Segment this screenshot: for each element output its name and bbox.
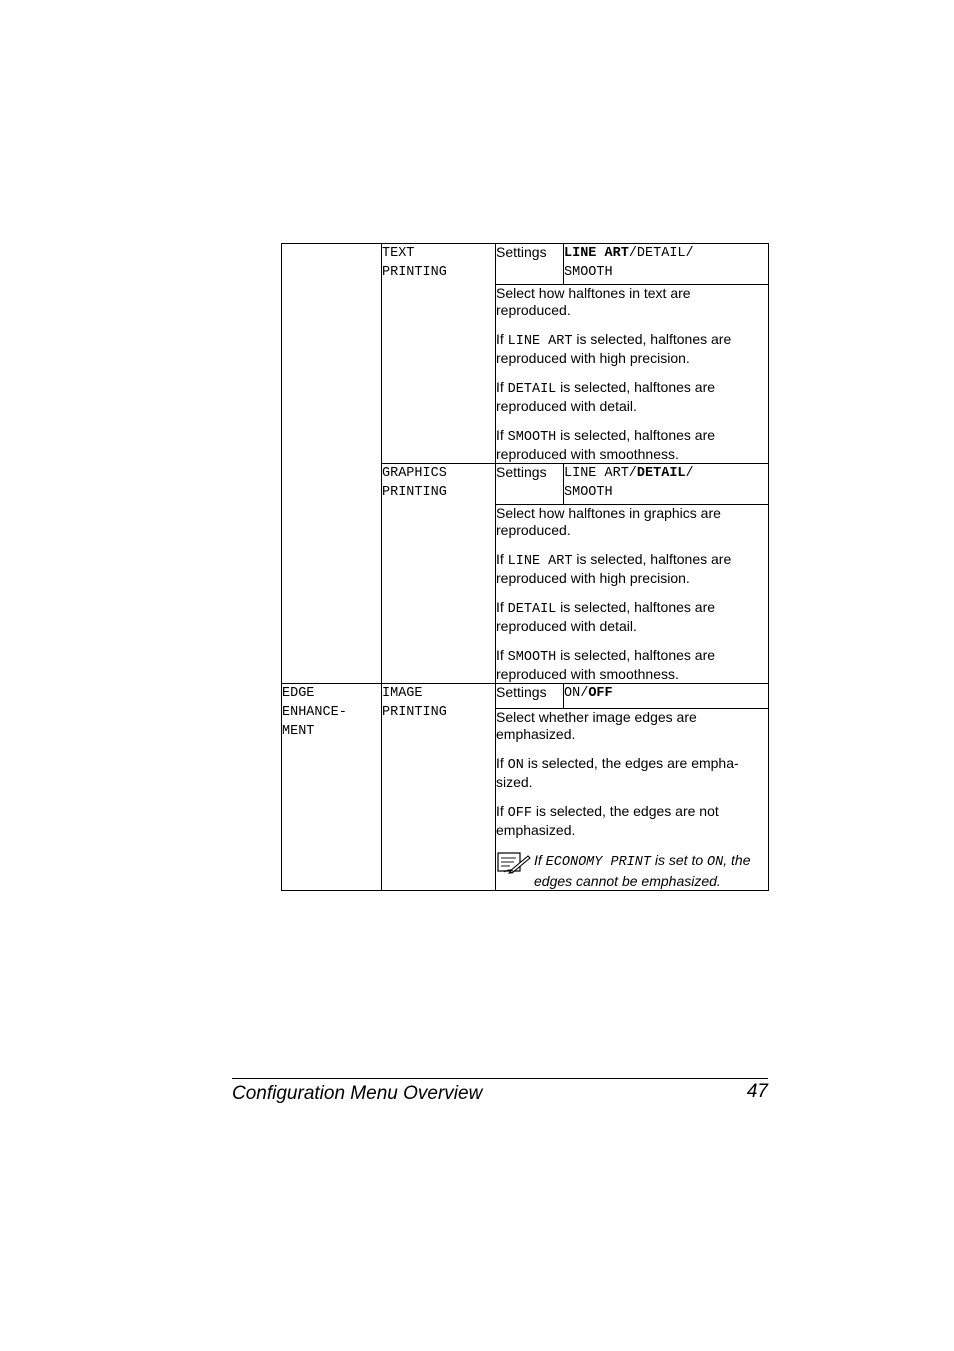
settings-value <box>564 464 769 505</box>
code-text: DETAIL <box>507 382 557 397</box>
item-graphics-printing <box>382 464 496 684</box>
menu-table <box>281 243 769 891</box>
value-options: SMOOTH <box>564 265 613 280</box>
item-label-line: TEXT <box>382 246 415 261</box>
code-text: OFF <box>507 806 532 821</box>
code-text: LINE ART <box>507 334 573 349</box>
item-label-line: GRAPHICS <box>382 466 447 481</box>
description-off: If OFF is selected, the edges are not emphasized. <box>496 803 719 838</box>
group-label-line: EDGE <box>282 686 315 701</box>
default-value: DETAIL <box>636 466 686 481</box>
page-number: 47 <box>746 1081 768 1102</box>
table-row <box>282 684 769 709</box>
settings-value <box>564 684 769 709</box>
item-label-line: IMAGE <box>382 686 423 701</box>
description-intro: Select how halftones in text are reproduced. <box>496 285 691 318</box>
item-image-printing <box>382 684 496 891</box>
code-text: ON <box>507 758 524 773</box>
group-label-line: MENT <box>282 724 315 739</box>
item-label-line: PRINTING <box>382 265 447 280</box>
description-on: If ON is selected, the edges are empha-sized. <box>496 755 739 790</box>
settings-label: Settings <box>496 464 564 505</box>
code-text: SMOOTH <box>507 650 557 665</box>
footer-title: Configuration Menu Overview <box>232 1083 483 1104</box>
code-text: LINE ART <box>507 554 573 569</box>
note-text: If ECONOMY PRINT is set to ON, the edges cannot be emphasized. <box>534 852 751 889</box>
value-options: /DETAIL/ <box>628 246 694 261</box>
footer-rule <box>232 1078 768 1079</box>
description-smooth: If SMOOTH is selected, halftones are reproduced with smoothness. <box>496 427 716 462</box>
description-line-art: If LINE ART is selected, halftones are reproduced with high precision. <box>496 331 732 366</box>
note-box <box>496 851 768 890</box>
description-intro: Select how halftones in graphics are reproduced. <box>496 505 721 538</box>
code-text: ECONOMY PRINT <box>545 855 651 870</box>
item-text-printing <box>382 244 496 464</box>
group-cell-empty <box>282 244 382 684</box>
code-text: ON <box>707 855 724 870</box>
description-intro: Select whether image edges are emphasized. <box>496 709 697 742</box>
default-value: OFF <box>588 686 613 701</box>
value-options: LINE ART/ <box>564 466 637 481</box>
settings-label: Settings <box>496 684 564 709</box>
code-text: DETAIL <box>507 602 557 617</box>
description-detail: If DETAIL is selected, halftones are reproduced with detail. <box>496 599 716 634</box>
settings-label: Settings <box>496 244 564 285</box>
settings-value <box>564 244 769 285</box>
description-cell <box>496 505 769 684</box>
value-options: ON/ <box>564 686 589 701</box>
description-cell <box>496 285 769 464</box>
description-line-art: If LINE ART is selected, halftones are reproduced with high precision. <box>496 551 732 586</box>
code-text: SMOOTH <box>507 430 557 445</box>
description-smooth: If SMOOTH is selected, halftones are reproduced with smoothness. <box>496 647 716 682</box>
group-edge-enhancement <box>282 684 382 891</box>
table-row <box>282 244 769 285</box>
description-detail: If DETAIL is selected, halftones are reproduced with detail. <box>496 379 716 414</box>
item-label-line: PRINTING <box>382 705 447 720</box>
value-options: SMOOTH <box>564 485 613 500</box>
item-label-line: PRINTING <box>382 485 447 500</box>
description-cell <box>496 709 769 891</box>
default-value: LINE ART <box>564 246 629 261</box>
group-label-line: ENHANCE- <box>282 705 347 720</box>
note-pencil-icon <box>496 851 534 890</box>
value-options: / <box>685 466 694 481</box>
